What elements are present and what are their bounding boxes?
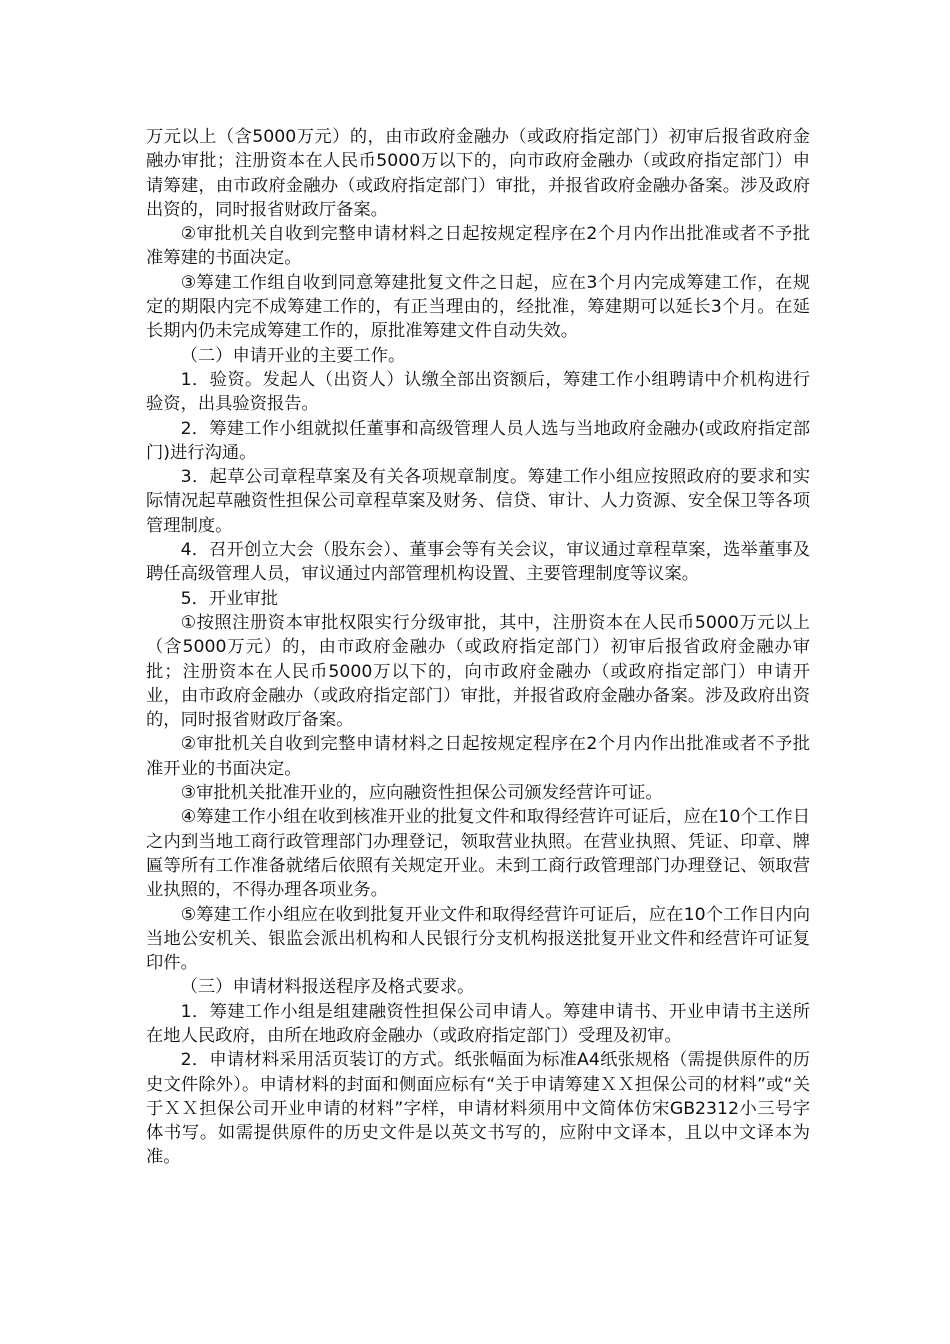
paragraph: ②审批机关自收到完整申请材料之日起按规定程序在2个月内作出批准或者不予批准筹建的书面决定。 bbox=[146, 224, 810, 269]
paragraph: ③筹建工作组自收到同意筹建批复文件之日起，应在3个月内完成筹建工作，在规定的期限内完不成筹建工作的，有正当理由的，经批准，筹建期可以延长3个月。在延长期内仍未完成筹建工作的，原批准筹建文件自动失效。 bbox=[146, 272, 810, 342]
section-heading: （二）申请开业的主要工作。 bbox=[180, 345, 406, 366]
paragraph: 5．开业审批 bbox=[180, 588, 278, 609]
section-heading: （三）申请材料报送程序及格式要求。 bbox=[180, 977, 475, 998]
paragraph: ⑤筹建工作小组应在收到批复开业文件和取得经营许可证后，应在10个工作日内向当地公安机关、银监会派出机构和人民银行分支机构报送批复开业文件和经营许可证复印件。 bbox=[146, 904, 810, 974]
paragraph: ②审批机关自收到完整申请材料之日起按规定程序在2个月内作出批准或者不予批准开业的书面决定。 bbox=[146, 734, 810, 779]
paragraph: 1．筹建工作小组是组建融资性担保公司申请人。筹建申请书、开业申请书主送所在地人民政府，由所在地政府金融办（或政府指定部门）受理及初审。 bbox=[146, 1001, 810, 1046]
paragraph: 1．验资。发起人（出资人）认缴全部出资额后，筹建工作小组聘请中介机构进行验资，出具验资报告。 bbox=[146, 369, 810, 415]
document-body bbox=[146, 125, 810, 1170]
paragraph: 3．起草公司章程草案及有关各项规章制度。筹建工作小组应按照政府的要求和实际情况起草融资性担保公司章程草案及财务、信贷、审计、人力资源、安全保卫等各项管理制度。 bbox=[146, 467, 810, 536]
paragraph: 2．申请材料采用活页装订的方式。纸张幅面为标准A4纸张规格（需提供原件的历史文件除外）。申请材料的封面和侧面应标有“关于申请筹建ＸＸ担保公司的材料”或“关于ＸＸ担保公司开业申请的材料”字样，申请材料须用中文简体仿宋GB2312小三号字体书写。如需提供原件的历史文件是以英文书写的，应附中文译本，且以中文译本为准。 bbox=[146, 1050, 810, 1168]
paragraph: ③审批机关批准开业的，应向融资性担保公司颁发经营许可证。 bbox=[180, 783, 663, 804]
paragraph: 4．召开创立大会（股东会）、董事会等有关会议，审议通过章程草案，选举董事及聘任高级管理人员，审议通过内部管理机构设置、主要管理制度等议案。 bbox=[146, 540, 810, 585]
paragraph: 万元以上（含5000万元）的，由市政府金融办（或政府指定部门）初审后报省政府金融办审批；注册资本在人民币5000万以下的，向市政府金融办（或政府指定部门）申请筹建，由市政府金融办（或政府指定部门）审批，并报省政府金融办备案。涉及政府出资的，同时报省财政厅备案。 bbox=[146, 127, 810, 220]
paragraph: ①按照注册资本审批权限实行分级审批，其中，注册资本在人民币5000万元以上（含5000万元）的，由市政府金融办（或政府指定部门）初审后报省政府金融办审批；注册资本在人民币5000万以下的，向市政府金融办（或政府指定部门）申请开业，由市政府金融办（或政府指定部门）审批，并报省政府金融办备案。涉及政府出资的，同时报省财政厅备案。 bbox=[146, 612, 810, 731]
paragraph: 2．筹建工作小组就拟任董事和高级管理人员人选与当地政府金融办(或政府指定部门)进行沟通。 bbox=[146, 418, 810, 463]
paragraph: ④筹建工作小组在收到核准开业的批复文件和取得经营许可证后，应在10个工作日之内到当地工商行政管理部门办理登记，领取营业执照。在营业执照、凭证、印章、牌匾等所有工作准备就绪后依照有关规定开业。未到工商行政管理部门办理登记、领取营业执照的，不得办理各项业务。 bbox=[146, 807, 810, 901]
